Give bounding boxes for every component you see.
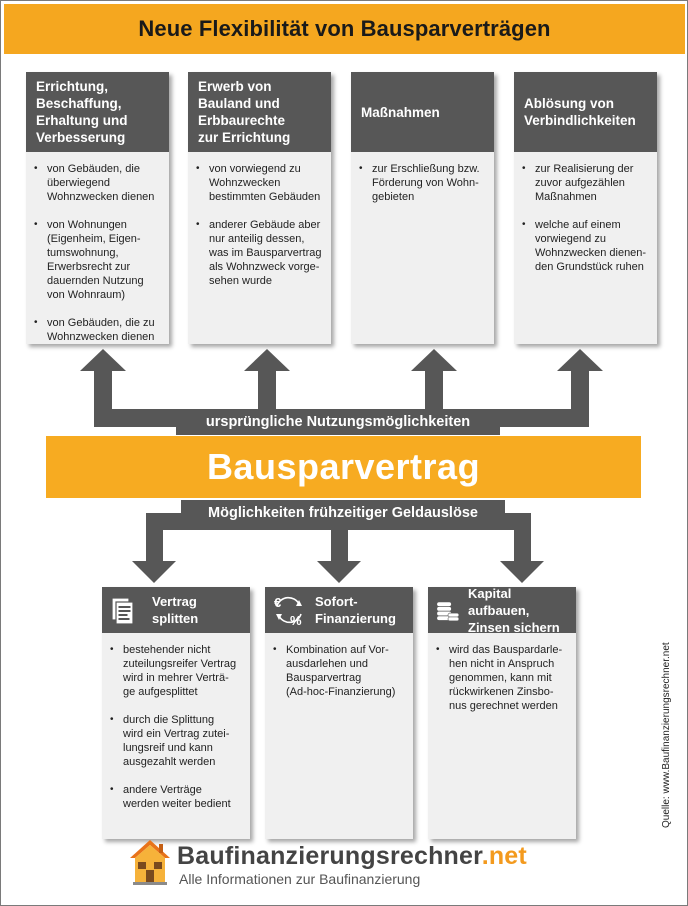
logo-tagline: Alle Informationen zur Baufinanzierung	[179, 871, 421, 887]
list-item: • von vorwiegend zu Wohnzwecken bestimmten Gebäuden	[196, 162, 323, 204]
list-item: • anderer Gebäude aber nur anteilig dessen, was im Bausparvertrag als Wohnzweck vorge- sehen wurde	[196, 218, 323, 288]
down-head-2	[317, 561, 361, 583]
percent-glyph: %	[290, 613, 302, 628]
logo-name-main: Baufinanzierungsrechner	[177, 842, 482, 870]
source-credit: Quelle: www.Baufinanzierungsrechner.net	[661, 642, 672, 828]
house-icon	[129, 838, 171, 886]
list-item: • Kombination auf Vor- ausdarlehen und Bausparvertrag (Ad-hoc-Finanzierung)	[273, 643, 405, 699]
arrow-head-4	[557, 349, 603, 371]
usage-box-heading	[188, 72, 331, 152]
usage-box-errichtung	[26, 72, 169, 344]
lower-label: Möglichkeiten frühzeitiger Geldauslöse	[208, 505, 478, 521]
list-item: • durch die Splittung wird ein Vertrag zutei- lungsreif und kann ausgezahlt werden	[110, 713, 242, 769]
arrow-head-1	[80, 349, 126, 371]
list-item: • bestehender nicht zuteilungsreifer Vertrag wird in mehrer Verträ- ge aufgesplittet	[110, 643, 242, 699]
list-item: • von Wohnungen (Eigenheim, Eigen- tumswohnung, Erwerbsrecht zur dauernden Nutzung von Wohnraum)	[34, 218, 161, 302]
option-box-body	[102, 633, 250, 811]
logo-tld: .net	[481, 842, 527, 870]
option-box-heading	[102, 587, 250, 633]
main-bar	[46, 436, 641, 498]
arrow-head-2	[244, 349, 290, 371]
list-item: • andere Verträge werden weiter bedient	[110, 783, 242, 811]
euro-percent-icon	[271, 592, 307, 628]
usage-box-heading	[514, 72, 657, 152]
option-box-sofort	[265, 587, 413, 839]
list-item: • von Gebäuden, die überwiegend Wohnzwecken dienen	[34, 162, 161, 204]
euro-glyph: €	[274, 595, 282, 610]
down-shaft-3	[514, 513, 531, 563]
option-box-kapital	[428, 587, 576, 839]
logo-name	[177, 842, 527, 871]
option-box-body	[265, 633, 413, 699]
list-item: • welche auf einem vorwiegend zu Wohnzwecken dienen- den Grundstück ruhen	[522, 218, 649, 274]
usage-box-erwerb	[188, 72, 331, 344]
usage-box-body	[514, 152, 657, 274]
main-label: Bausparvertrag	[206, 446, 481, 487]
arrow-shaft-4	[571, 368, 589, 427]
coins-icon	[434, 592, 462, 628]
usage-box-abloesung	[514, 72, 657, 344]
list-item: • von Gebäuden, die zu Wohnzwecken dienen	[34, 316, 161, 344]
page-title: Neue Flexibilität von Bausparverträgen	[138, 16, 551, 41]
heading-text: Maßnahmen	[361, 104, 440, 120]
upper-label-bar	[176, 409, 500, 435]
upper-label: ursprüngliche Nutzungsmöglichkeiten	[205, 414, 471, 430]
down-shaft-1	[146, 513, 163, 563]
heading-text: Errichtung, Beschaffung, Erhaltung und Verbesserung	[36, 79, 128, 145]
heading-text: Kapital aufbauen, Zinsen sichern	[468, 585, 560, 635]
down-head-1	[132, 561, 176, 583]
option-box-body	[428, 633, 576, 713]
option-box-heading	[265, 587, 413, 633]
usage-box-heading	[351, 72, 494, 152]
list-item: • zur Realisierung der zuvor aufgezählen Maßnahmen	[522, 162, 649, 204]
arrow-head-3	[411, 349, 457, 371]
documents-icon	[108, 592, 144, 628]
lower-label-bar	[181, 500, 505, 526]
down-head-3	[500, 561, 544, 583]
usage-box-massnahmen	[351, 72, 494, 344]
heading-text: Erwerb von Bauland und Erbbaurechte zur Errichtung	[198, 79, 291, 145]
brand-logo	[129, 836, 569, 892]
heading-text: Ablösung von Verbindlichkeiten	[524, 96, 636, 128]
option-box-heading	[428, 587, 576, 633]
option-box-splitten	[102, 587, 250, 839]
list-item: • wird das Bauspardarle- hen nicht in Anspruch genommen, kann mit rückwirkenen Zinsbo- nus gerechnet werden	[436, 643, 568, 713]
usage-box-body	[188, 152, 331, 288]
usage-box-body	[26, 152, 169, 344]
heading-text: Vertrag splitten	[152, 594, 199, 626]
heading-text: Sofort- Finanzierung	[315, 594, 396, 626]
list-item: • zur Erschließung bzw. Förderung von Wohn- gebieten	[359, 162, 486, 204]
arrow-shaft-1	[94, 368, 112, 427]
usage-box-body	[351, 152, 494, 204]
usage-box-heading	[26, 72, 169, 152]
